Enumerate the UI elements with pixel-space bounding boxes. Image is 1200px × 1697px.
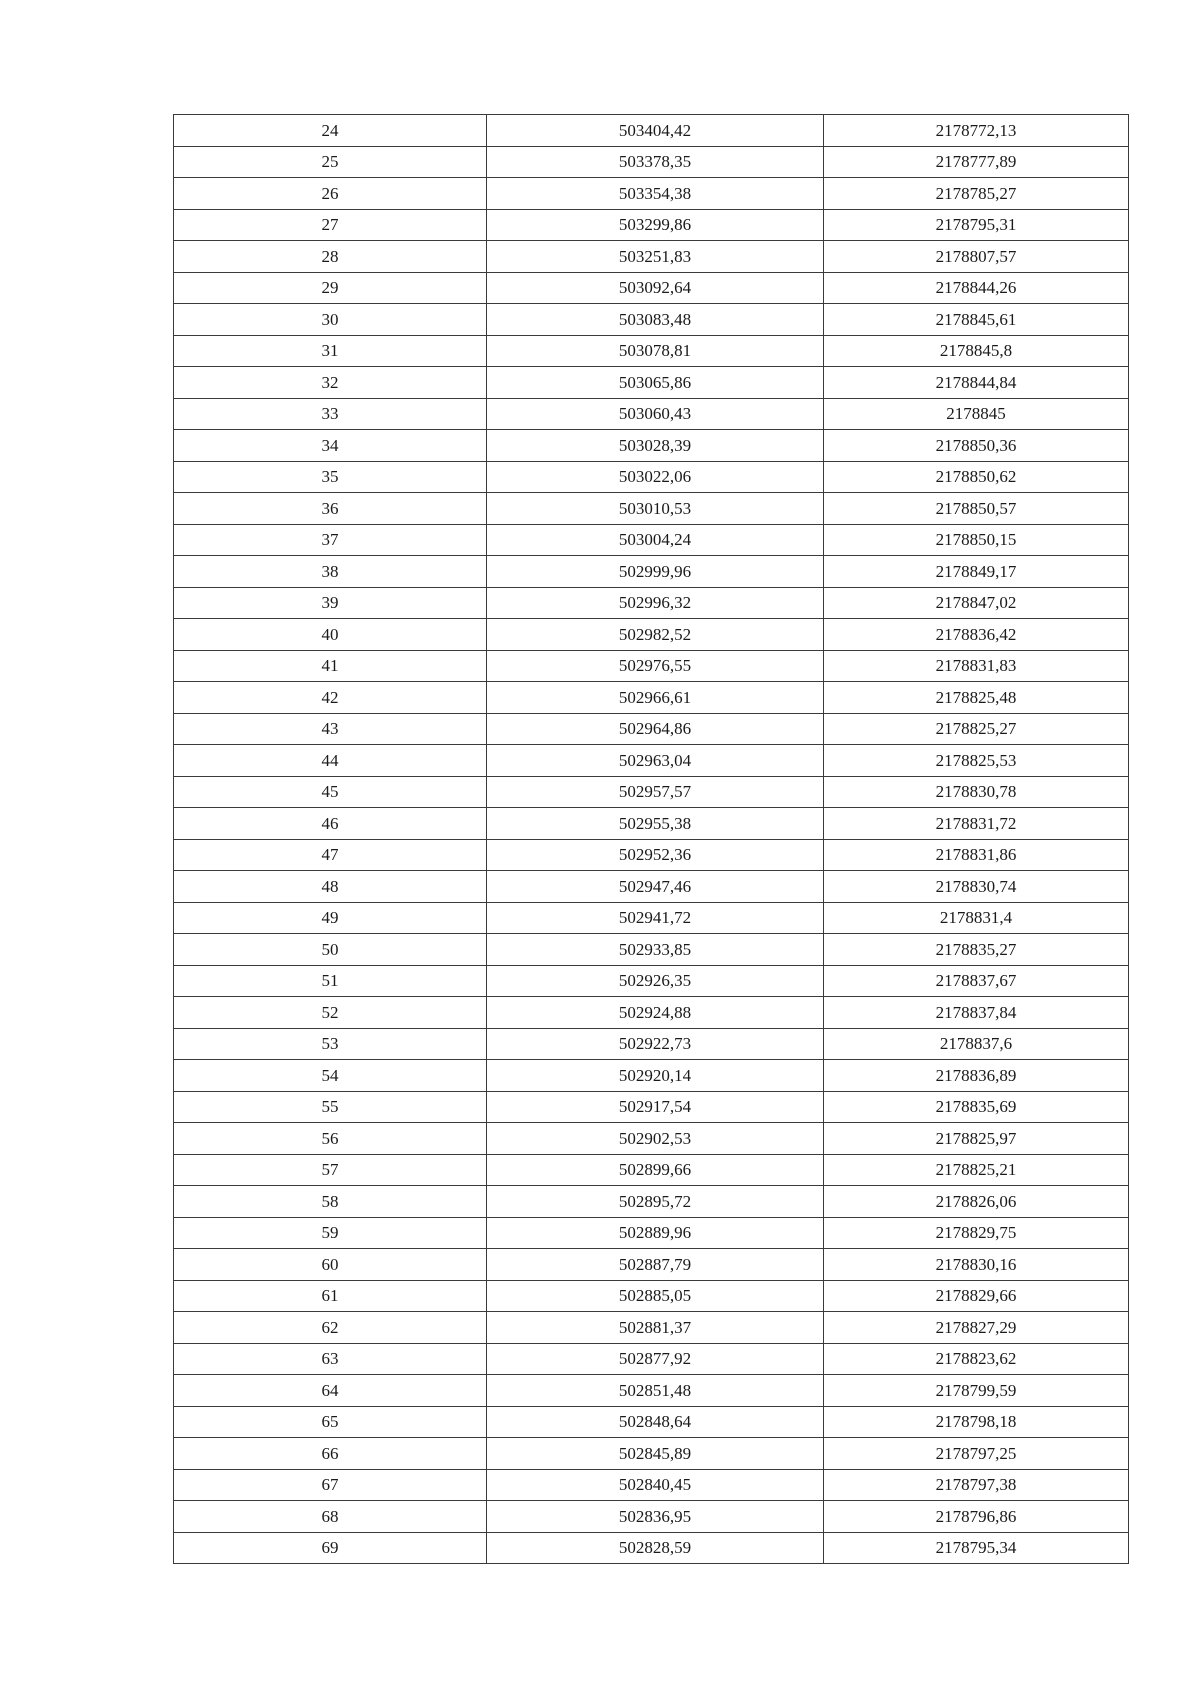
- y-coordinate-cell: 2178829,66: [824, 1280, 1129, 1312]
- table-row: [174, 1469, 1129, 1501]
- table-row: [174, 1154, 1129, 1186]
- y-coordinate-cell: 2178777,89: [824, 146, 1129, 178]
- y-coordinate-cell: 2178807,57: [824, 241, 1129, 273]
- x-coordinate-cell: 502828,59: [487, 1532, 824, 1564]
- point-number-cell: 25: [174, 146, 487, 178]
- point-number-cell: 64: [174, 1375, 487, 1407]
- x-coordinate-cell: 502982,52: [487, 619, 824, 651]
- x-coordinate-cell: 502851,48: [487, 1375, 824, 1407]
- table-row: [174, 745, 1129, 777]
- x-coordinate-cell: 502924,88: [487, 997, 824, 1029]
- x-coordinate-cell: 503354,38: [487, 178, 824, 210]
- y-coordinate-cell: 2178831,83: [824, 650, 1129, 682]
- point-number-cell: 42: [174, 682, 487, 714]
- x-coordinate-cell: 503078,81: [487, 335, 824, 367]
- table-row: [174, 682, 1129, 714]
- y-coordinate-cell: 2178772,13: [824, 115, 1129, 147]
- table-row: [174, 1028, 1129, 1060]
- x-coordinate-cell: 502964,86: [487, 713, 824, 745]
- x-coordinate-cell: 503251,83: [487, 241, 824, 273]
- point-number-cell: 34: [174, 430, 487, 462]
- y-coordinate-cell: 2178850,36: [824, 430, 1129, 462]
- table-row: [174, 1438, 1129, 1470]
- x-coordinate-cell: 502877,92: [487, 1343, 824, 1375]
- table-row: [174, 965, 1129, 997]
- point-number-cell: 28: [174, 241, 487, 273]
- y-coordinate-cell: 2178850,62: [824, 461, 1129, 493]
- y-coordinate-cell: 2178845: [824, 398, 1129, 430]
- table-row: [174, 398, 1129, 430]
- point-number-cell: 57: [174, 1154, 487, 1186]
- table-row: [174, 461, 1129, 493]
- x-coordinate-cell: 503092,64: [487, 272, 824, 304]
- y-coordinate-cell: 2178829,75: [824, 1217, 1129, 1249]
- table-row: [174, 839, 1129, 871]
- point-number-cell: 63: [174, 1343, 487, 1375]
- table-row: [174, 115, 1129, 147]
- point-number-cell: 49: [174, 902, 487, 934]
- y-coordinate-cell: 2178831,72: [824, 808, 1129, 840]
- y-coordinate-cell: 2178799,59: [824, 1375, 1129, 1407]
- y-coordinate-cell: 2178847,02: [824, 587, 1129, 619]
- y-coordinate-cell: 2178826,06: [824, 1186, 1129, 1218]
- y-coordinate-cell: 2178836,42: [824, 619, 1129, 651]
- point-number-cell: 29: [174, 272, 487, 304]
- x-coordinate-cell: 502917,54: [487, 1091, 824, 1123]
- x-coordinate-cell: 502952,36: [487, 839, 824, 871]
- table-row: [174, 493, 1129, 525]
- point-number-cell: 66: [174, 1438, 487, 1470]
- point-number-cell: 38: [174, 556, 487, 588]
- y-coordinate-cell: 2178825,27: [824, 713, 1129, 745]
- point-number-cell: 44: [174, 745, 487, 777]
- point-number-cell: 58: [174, 1186, 487, 1218]
- point-number-cell: 68: [174, 1501, 487, 1533]
- table-row: [174, 209, 1129, 241]
- table-row: [174, 241, 1129, 273]
- y-coordinate-cell: 2178837,84: [824, 997, 1129, 1029]
- y-coordinate-cell: 2178831,4: [824, 902, 1129, 934]
- point-number-cell: 43: [174, 713, 487, 745]
- point-number-cell: 55: [174, 1091, 487, 1123]
- point-number-cell: 48: [174, 871, 487, 903]
- point-number-cell: 31: [174, 335, 487, 367]
- x-coordinate-cell: 502836,95: [487, 1501, 824, 1533]
- y-coordinate-cell: 2178797,38: [824, 1469, 1129, 1501]
- point-number-cell: 27: [174, 209, 487, 241]
- x-coordinate-cell: 502840,45: [487, 1469, 824, 1501]
- y-coordinate-cell: 2178797,25: [824, 1438, 1129, 1470]
- table-row: [174, 808, 1129, 840]
- y-coordinate-cell: 2178825,48: [824, 682, 1129, 714]
- table-row: [174, 1123, 1129, 1155]
- x-coordinate-cell: 502881,37: [487, 1312, 824, 1344]
- y-coordinate-cell: 2178845,8: [824, 335, 1129, 367]
- x-coordinate-cell: 503065,86: [487, 367, 824, 399]
- point-number-cell: 46: [174, 808, 487, 840]
- x-coordinate-cell: 502941,72: [487, 902, 824, 934]
- point-number-cell: 67: [174, 1469, 487, 1501]
- y-coordinate-cell: 2178796,86: [824, 1501, 1129, 1533]
- x-coordinate-cell: 502920,14: [487, 1060, 824, 1092]
- y-coordinate-cell: 2178836,89: [824, 1060, 1129, 1092]
- table-row: [174, 146, 1129, 178]
- x-coordinate-cell: 502976,55: [487, 650, 824, 682]
- y-coordinate-cell: 2178849,17: [824, 556, 1129, 588]
- x-coordinate-cell: 502895,72: [487, 1186, 824, 1218]
- y-coordinate-cell: 2178844,26: [824, 272, 1129, 304]
- table-row: [174, 1375, 1129, 1407]
- table-row: [174, 619, 1129, 651]
- table-row: [174, 367, 1129, 399]
- x-coordinate-cell: 502889,96: [487, 1217, 824, 1249]
- point-number-cell: 45: [174, 776, 487, 808]
- y-coordinate-cell: 2178825,53: [824, 745, 1129, 777]
- table-row: [174, 1249, 1129, 1281]
- x-coordinate-cell: 503010,53: [487, 493, 824, 525]
- x-coordinate-cell: 502899,66: [487, 1154, 824, 1186]
- table-row: [174, 430, 1129, 462]
- y-coordinate-cell: 2178850,57: [824, 493, 1129, 525]
- point-number-cell: 30: [174, 304, 487, 336]
- y-coordinate-cell: 2178795,31: [824, 209, 1129, 241]
- y-coordinate-cell: 2178795,34: [824, 1532, 1129, 1564]
- y-coordinate-cell: 2178850,15: [824, 524, 1129, 556]
- point-number-cell: 59: [174, 1217, 487, 1249]
- point-number-cell: 37: [174, 524, 487, 556]
- x-coordinate-cell: 503404,42: [487, 115, 824, 147]
- table-row: [174, 587, 1129, 619]
- x-coordinate-cell: 503028,39: [487, 430, 824, 462]
- y-coordinate-cell: 2178785,27: [824, 178, 1129, 210]
- table-row: [174, 1532, 1129, 1564]
- x-coordinate-cell: 503083,48: [487, 304, 824, 336]
- point-number-cell: 53: [174, 1028, 487, 1060]
- point-number-cell: 40: [174, 619, 487, 651]
- x-coordinate-cell: 502955,38: [487, 808, 824, 840]
- table-row: [174, 997, 1129, 1029]
- y-coordinate-cell: 2178798,18: [824, 1406, 1129, 1438]
- table-row: [174, 1312, 1129, 1344]
- x-coordinate-cell: 502947,46: [487, 871, 824, 903]
- point-number-cell: 33: [174, 398, 487, 430]
- table-row: [174, 524, 1129, 556]
- x-coordinate-cell: 503060,43: [487, 398, 824, 430]
- coordinates-table-body: [174, 115, 1129, 1564]
- y-coordinate-cell: 2178830,74: [824, 871, 1129, 903]
- x-coordinate-cell: 502966,61: [487, 682, 824, 714]
- point-number-cell: 69: [174, 1532, 487, 1564]
- point-number-cell: 51: [174, 965, 487, 997]
- point-number-cell: 24: [174, 115, 487, 147]
- table-row: [174, 776, 1129, 808]
- table-row: [174, 1217, 1129, 1249]
- x-coordinate-cell: 502887,79: [487, 1249, 824, 1281]
- y-coordinate-cell: 2178830,16: [824, 1249, 1129, 1281]
- point-number-cell: 32: [174, 367, 487, 399]
- table-row: [174, 1406, 1129, 1438]
- point-number-cell: 39: [174, 587, 487, 619]
- point-number-cell: 47: [174, 839, 487, 871]
- point-number-cell: 60: [174, 1249, 487, 1281]
- table-row: [174, 1343, 1129, 1375]
- point-number-cell: 52: [174, 997, 487, 1029]
- y-coordinate-cell: 2178827,29: [824, 1312, 1129, 1344]
- point-number-cell: 65: [174, 1406, 487, 1438]
- x-coordinate-cell: 502933,85: [487, 934, 824, 966]
- point-number-cell: 26: [174, 178, 487, 210]
- x-coordinate-cell: 502922,73: [487, 1028, 824, 1060]
- x-coordinate-cell: 502902,53: [487, 1123, 824, 1155]
- point-number-cell: 54: [174, 1060, 487, 1092]
- x-coordinate-cell: 502999,96: [487, 556, 824, 588]
- point-number-cell: 41: [174, 650, 487, 682]
- table-row: [174, 902, 1129, 934]
- table-row: [174, 304, 1129, 336]
- point-number-cell: 61: [174, 1280, 487, 1312]
- point-number-cell: 62: [174, 1312, 487, 1344]
- table-row: [174, 1091, 1129, 1123]
- table-row: [174, 1501, 1129, 1533]
- x-coordinate-cell: 503022,06: [487, 461, 824, 493]
- table-row: [174, 650, 1129, 682]
- x-coordinate-cell: 502845,89: [487, 1438, 824, 1470]
- y-coordinate-cell: 2178845,61: [824, 304, 1129, 336]
- table-row: [174, 1060, 1129, 1092]
- table-row: [174, 1280, 1129, 1312]
- x-coordinate-cell: 503378,35: [487, 146, 824, 178]
- table-row: [174, 713, 1129, 745]
- point-number-cell: 50: [174, 934, 487, 966]
- y-coordinate-cell: 2178835,69: [824, 1091, 1129, 1123]
- x-coordinate-cell: 502957,57: [487, 776, 824, 808]
- y-coordinate-cell: 2178837,6: [824, 1028, 1129, 1060]
- y-coordinate-cell: 2178830,78: [824, 776, 1129, 808]
- x-coordinate-cell: 503004,24: [487, 524, 824, 556]
- y-coordinate-cell: 2178823,62: [824, 1343, 1129, 1375]
- coordinates-table: [173, 114, 1129, 1564]
- x-coordinate-cell: 502963,04: [487, 745, 824, 777]
- table-row: [174, 934, 1129, 966]
- table-row: [174, 178, 1129, 210]
- table-row: [174, 871, 1129, 903]
- point-number-cell: 56: [174, 1123, 487, 1155]
- y-coordinate-cell: 2178825,21: [824, 1154, 1129, 1186]
- x-coordinate-cell: 502848,64: [487, 1406, 824, 1438]
- table-row: [174, 272, 1129, 304]
- y-coordinate-cell: 2178837,67: [824, 965, 1129, 997]
- y-coordinate-cell: 2178835,27: [824, 934, 1129, 966]
- y-coordinate-cell: 2178825,97: [824, 1123, 1129, 1155]
- point-number-cell: 35: [174, 461, 487, 493]
- y-coordinate-cell: 2178831,86: [824, 839, 1129, 871]
- point-number-cell: 36: [174, 493, 487, 525]
- x-coordinate-cell: 503299,86: [487, 209, 824, 241]
- x-coordinate-cell: 502885,05: [487, 1280, 824, 1312]
- x-coordinate-cell: 502996,32: [487, 587, 824, 619]
- x-coordinate-cell: 502926,35: [487, 965, 824, 997]
- table-row: [174, 335, 1129, 367]
- table-row: [174, 1186, 1129, 1218]
- table-row: [174, 556, 1129, 588]
- y-coordinate-cell: 2178844,84: [824, 367, 1129, 399]
